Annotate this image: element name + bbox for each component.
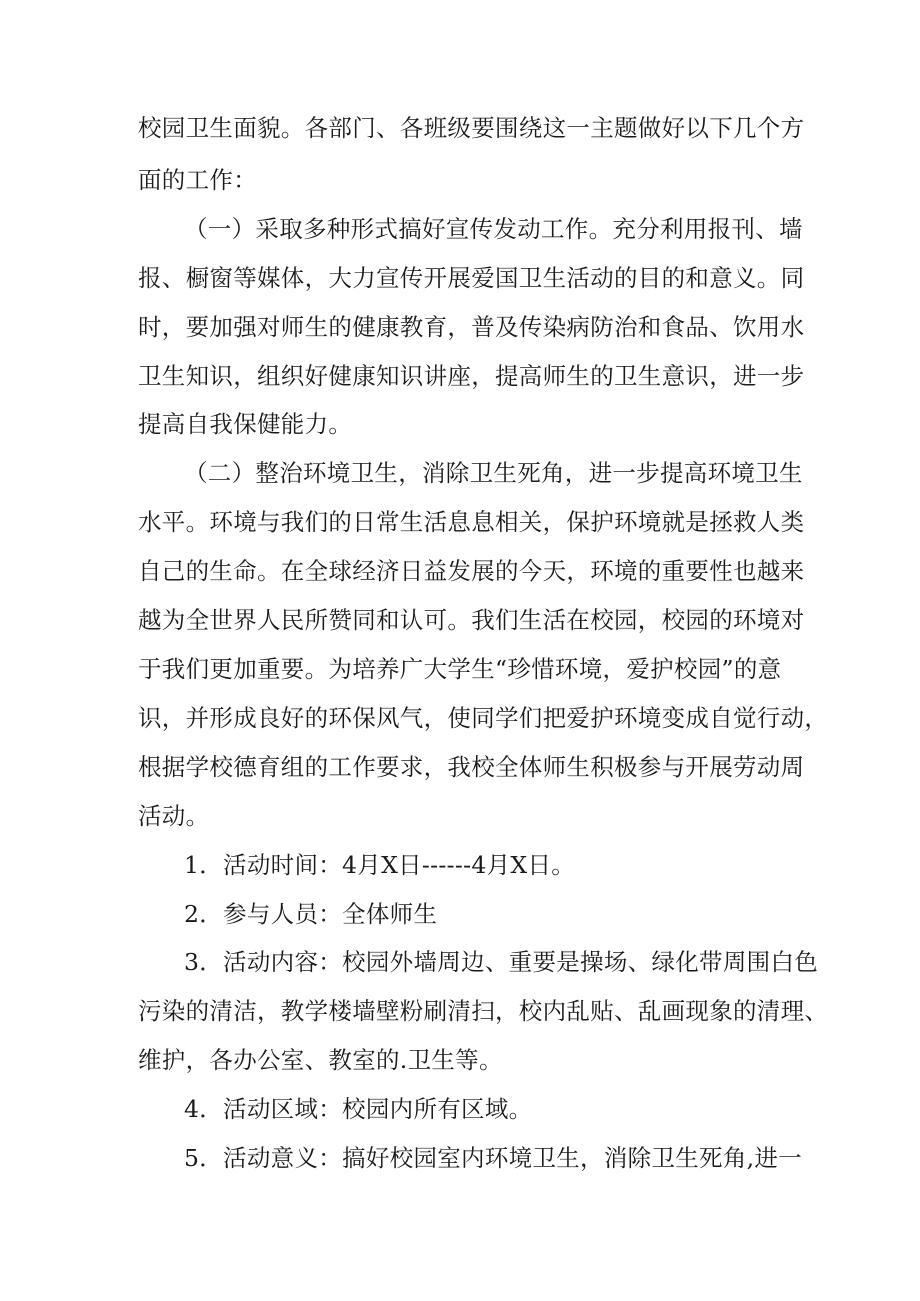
text-line: 面的工作： [138,166,257,194]
text-line: 校园卫生面貌。各部门、各班级要围绕这一主题做好以下几个方 [138,114,805,142]
text-line: 越为全世界人民所赞同和认可。我们生活在校园，校园的环境对 [138,606,805,634]
text-line: 自己的生命。在全球经济日益发展的今天，环境的重要性也越来 [138,557,805,585]
text-line: 报、橱窗等媒体，大力宣传开展爱国卫生活动的目的和意义。同 [138,264,805,292]
list-item-1: 1．活动时间：4月X日------4月X日。 [184,851,576,879]
list-item-3: 3．活动内容：校园外墙周边、重要是操场、绿化带周围白色 [184,948,819,976]
text-line: 根据学校德育组的工作要求，我校全体师生积极参与开展劳动周 [138,753,805,781]
text-line: 识，并形成良好的环保风气，使同学们把爱护环境变成自觉行动， [138,704,829,732]
text-line: 维护，各办公室、教室的.卫生等。 [138,1046,503,1074]
list-item-4: 4．活动区域：校园内所有区域。 [184,1095,533,1123]
list-item-2: 2．参与人员：全体师生 [184,900,438,928]
text-line: 时，要加强对师生的健康教育，普及传染病防治和食品、饮用水 [138,313,805,341]
text-line: 卫生知识，组织好健康知识讲座，提高师生的卫生意识，进一步 [138,362,805,390]
text-line: 于我们更加重要。为培养广大学生“珍惜环境，爱护校园”的意 [138,655,782,683]
text-line: 水平。环境与我们的日常生活息息相关，保护环境就是拯救人类 [138,508,805,536]
text-line: 活动。 [138,802,210,830]
text-line: 提高自我保健能力。 [138,410,353,438]
list-item-5: 5．活动意义：搞好校园室内环境卫生，消除卫生死角,进一 [184,1144,803,1172]
paragraph-heading-2: （二）整治环境卫生，消除卫生死角，进一步提高环境卫生 [184,459,803,487]
paragraph-heading-1: （一）采取多种形式搞好宣传发动工作。充分利用报刊、墙 [184,215,803,243]
text-line: 污染的清洁，教学楼墙壁粉刷清扫，校内乱贴、乱画现象的清理、 [138,997,829,1025]
